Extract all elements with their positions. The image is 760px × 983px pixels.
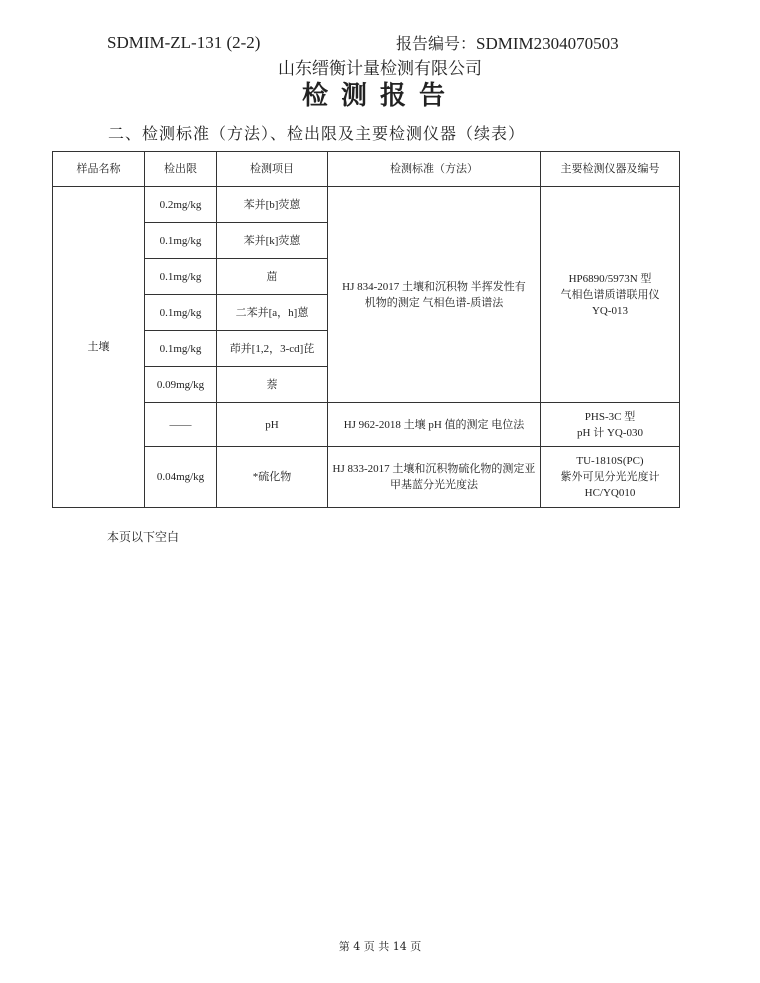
item-cell: 苯并[k]荧蒽 — [217, 223, 328, 259]
sample-name-cell: 土壤 — [53, 187, 145, 508]
instrument-line: YQ-013 — [591, 304, 629, 317]
instrument-cell — [541, 447, 680, 508]
item-cell: 苯并[b]荧蒽 — [217, 187, 328, 223]
table-row — [53, 403, 680, 447]
limit-cell: —— — [145, 403, 217, 447]
header-detection-limit: 检出限 — [145, 152, 217, 187]
instrument-line: HC/YQ010 — [584, 487, 636, 499]
instrument-line: pH 计 YQ-030 — [577, 426, 643, 439]
blank-page-note: 本页以下空白 — [107, 530, 180, 544]
item-cell: 二苯并[a，h]蒽 — [217, 295, 328, 331]
header-sample-name: 样品名称 — [53, 152, 145, 187]
standard-cell: HJ 834-2017 土壤和沉积物 半挥发性有机物的测定 气相色谱-质谱法 — [328, 187, 541, 403]
item-cell: pH — [217, 403, 328, 447]
instrument-line: PHS-3C 型 — [584, 410, 636, 423]
limit-cell: 0.1mg/kg — [145, 259, 217, 295]
standards-table — [52, 151, 680, 508]
limit-cell: 0.09mg/kg — [145, 367, 217, 403]
standard-cell: HJ 962-2018 土壤 pH 值的测定 电位法 — [328, 403, 541, 447]
item-cell: 萘 — [217, 367, 328, 403]
instrument-line: HP6890/5973N 型 — [568, 272, 652, 285]
instrument-line: TU-1810S(PC) — [576, 455, 644, 467]
table-header-row — [53, 152, 680, 187]
limit-cell: 0.1mg/kg — [145, 223, 217, 259]
instrument-cell — [541, 403, 680, 447]
report-number — [396, 31, 619, 54]
company-name: 山东缙衡计量检测有限公司 — [278, 59, 482, 79]
limit-cell: 0.2mg/kg — [145, 187, 217, 223]
page-footer: 第 4 页 共 14 页 — [338, 940, 422, 953]
instrument-line: 气相色谱质谱联用仪 — [560, 288, 660, 301]
header-standard: 检测标准（方法） — [328, 152, 541, 187]
report-title: 检测报告 — [301, 81, 458, 111]
section-title: 二、检测标准（方法）、检出限及主要检测仪器（续表） — [108, 124, 526, 143]
header-test-item: 检测项目 — [217, 152, 328, 187]
report-number-value: SDMIM2304070503 — [476, 34, 619, 53]
header-instrument: 主要检测仪器及编号 — [541, 152, 680, 187]
table-row — [53, 187, 680, 223]
limit-cell: 0.1mg/kg — [145, 331, 217, 367]
item-cell: 䓛 — [217, 259, 328, 295]
item-cell: *硫化物 — [217, 447, 328, 508]
instrument-cell — [541, 187, 680, 403]
item-cell: 茚并[1,2，3-cd]芘 — [217, 331, 328, 367]
limit-cell: 0.04mg/kg — [145, 447, 217, 508]
document-code: SDMIM-ZL-131 (2-2) — [107, 33, 261, 52]
limit-cell: 0.1mg/kg — [145, 295, 217, 331]
instrument-line: 紫外可见分光光度计 — [560, 471, 660, 483]
table-row — [53, 447, 680, 508]
standard-cell: HJ 833-2017 土壤和沉积物硫化物的测定亚甲基蓝分光光度法 — [328, 447, 541, 508]
report-number-label: 报告编号： — [396, 34, 477, 53]
